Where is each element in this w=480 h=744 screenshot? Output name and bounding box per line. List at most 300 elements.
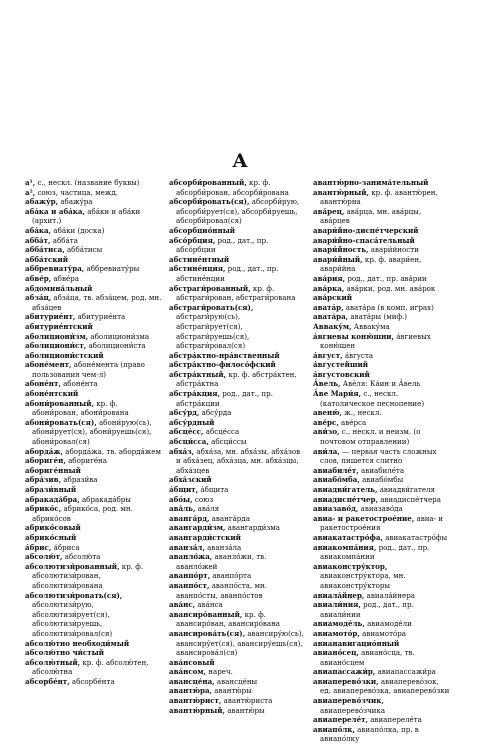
dictionary-entry <box>169 351 306 361</box>
entry-definition: нареч. <box>206 667 233 677</box>
dictionary-entry <box>313 591 450 601</box>
entry-headword: авианавигацио́нный <box>313 638 400 648</box>
entry-headword: абба́т, <box>25 235 51 245</box>
dictionary-entry <box>169 686 306 696</box>
entry-headword: авата́р, <box>313 302 344 312</box>
entry-headword: абсорби́ровать(ся), <box>169 197 250 207</box>
entry-definition: кр. ф. авантю́рен, авантю́рна <box>320 187 438 207</box>
dictionary-entry <box>25 475 162 485</box>
entry-headword: абстра́кция, <box>169 389 220 399</box>
entry-definition: абрико́са, род. мн. абрико́сов <box>32 504 133 523</box>
dictionary-entry <box>169 408 306 418</box>
entry-definition: авиазаво́да <box>358 504 403 514</box>
entry-headword: авиамото́р, <box>313 628 360 638</box>
dictionary-entry <box>313 389 450 408</box>
entry-headword: А́ве Мари́я, <box>313 389 362 399</box>
entry-headword: ава́рка, <box>313 283 345 293</box>
dictionary-entry <box>313 485 450 495</box>
entry-definition: авантю́ры <box>212 686 252 696</box>
entry-headword: авансце́на, <box>169 676 215 686</box>
dictionary-entry <box>25 178 162 188</box>
entry-definition: авангарди́зма <box>225 523 281 533</box>
dictionary-entry <box>25 188 162 198</box>
entry-definition: род., дат., пр. абстра́кции <box>176 389 273 408</box>
dictionary-entry <box>169 677 306 687</box>
entry-definition: кр. ф. абстра́ктен, абстра́ктна <box>176 369 297 389</box>
entry-definition: кр. ф. абсолютизи́рован, абсолютизи́рована <box>32 561 144 590</box>
entry-definition: Аве́ля: Ка́ин и А́вель <box>340 379 421 389</box>
entry-headword: а́вгустейший <box>313 360 369 370</box>
dictionary-entry <box>313 514 450 533</box>
entry-headword: аболициони́зм, <box>25 331 89 341</box>
dictionary-entry <box>313 284 450 294</box>
entry-headword: абсу́рд, <box>169 408 200 418</box>
dictionary-entry <box>313 562 450 591</box>
entry-headword: аванпо́ст, <box>169 580 210 590</box>
dictionary-entry <box>169 706 306 716</box>
entry-headword: авиапассажи́р, <box>313 667 376 677</box>
entry-definition: род., дат., пр. авиакомпа́нии <box>320 542 430 562</box>
entry-headword: а́бщит, <box>169 485 199 494</box>
dictionary-entry <box>313 725 450 744</box>
entry-definition: ава́ля <box>195 504 220 514</box>
entry-definition: аванпо́ста, мн. аванпо́сты, аванпо́стов <box>176 580 268 600</box>
entry-definition: аборда́жа, тв. аборда́жем <box>62 446 161 456</box>
entry-headword: абрази́вный <box>25 485 77 494</box>
entry-definition: абитурие́нта <box>75 312 126 322</box>
dictionary-entry <box>169 197 306 226</box>
dictionary-entry <box>25 341 162 351</box>
entry-headword: авиапереле́т, <box>313 715 368 725</box>
entry-definition: авиапо́лка, пр. в авиапо́лку <box>320 724 419 744</box>
entry-definition: авиаперево́зок, ед. авиаперево́зка, авиаперево́зки <box>320 676 450 696</box>
entry-headword: ава́нсовый <box>169 657 215 667</box>
dictionary-entry <box>25 418 162 447</box>
dictionary-entry <box>25 226 162 236</box>
entry-headword: абве́р, <box>25 273 52 283</box>
dictionary-entry <box>25 312 162 322</box>
entry-definition: авантю́ры <box>224 705 265 715</box>
dictionary-entry <box>25 332 162 342</box>
entry-definition: абоне́нта <box>60 379 98 389</box>
entry-definition: ава́рца, мн. ава́рцы, ава́рцев <box>320 206 422 226</box>
entry-definition: авиадиспе́тчера <box>377 494 441 504</box>
entry-headword: авиали́ния, <box>313 600 361 610</box>
entry-definition: абсолютизи́рую, абсолютизи́рует(ся), абсолютизи́руешь, абсолютизи́ровал(ся) <box>32 600 113 638</box>
entry-headword: абсолю́тный, <box>25 657 81 667</box>
entry-headword: абстра́ктно-нра́вственный <box>169 350 280 360</box>
entry-headword: абсци́сса, <box>169 437 209 447</box>
entry-headword: авансиро́ванный, <box>169 609 243 619</box>
entry-headword: ави́ла, <box>313 446 340 456</box>
entry-headword: авари́йно-спаса́тельный <box>313 235 415 245</box>
dictionary-entry <box>313 245 450 255</box>
entry-definition: аванло́жи, тв. аванло́жей <box>176 552 267 571</box>
entry-definition: аванпо́рта <box>210 571 252 581</box>
dictionary-entry <box>169 255 306 265</box>
dictionary-entry <box>169 236 306 255</box>
entry-definition: авансце́ны <box>214 676 258 686</box>
entry-headword: Авваку́м, <box>313 321 352 331</box>
entry-headword: а́брис, <box>25 542 52 552</box>
dictionary-entry <box>169 226 306 236</box>
entry-headword: авиаперево́зчик, <box>313 696 384 706</box>
entry-headword: а́вгуст, <box>313 350 343 360</box>
entry-headword: авантю́рный, <box>313 187 369 197</box>
dictionary-entry <box>25 562 162 591</box>
entry-headword: абони́рованный, <box>25 398 94 408</box>
entry-headword: абха́з, <box>169 446 195 456</box>
entry-definition: род., дат., пр. авиали́нии <box>320 600 414 619</box>
entry-definition: абсорбе́нта <box>69 676 115 686</box>
entry-headword: абоне́мент, <box>25 360 72 370</box>
entry-definition: кр. ф. абсолю́тен, абсолю́тна <box>32 657 149 677</box>
entry-headword: абрико́с, <box>25 504 62 514</box>
dictionary-entry <box>169 485 306 495</box>
entry-headword: абоне́нтский <box>25 389 79 399</box>
dictionary-entry <box>169 427 306 437</box>
dictionary-entry <box>25 255 162 265</box>
dictionary-entry <box>25 523 162 533</box>
entry-headword: абстраги́рованный, <box>169 283 251 293</box>
entry-definition: союз <box>192 494 214 504</box>
entry-headword: авиала́йнер, <box>313 590 365 600</box>
dictionary-entry <box>25 552 162 562</box>
dictionary-entry <box>169 178 306 197</box>
entry-headword: абсорби́рованный, <box>169 178 247 187</box>
entry-headword: а́вгустовский <box>313 369 370 379</box>
dictionary-entry <box>313 533 450 543</box>
entry-definition: абстраги́рую(сь), абстраги́рует(ся), абстраги́руешь(ся), абстраги́ровал(ся) <box>176 312 250 351</box>
entry-definition: авата́ры (миф.) <box>348 312 408 322</box>
entry-headword: абра́зив, <box>25 475 62 485</box>
entry-definition: а́вгиевых коню́шен <box>320 331 431 351</box>
dictionary-entry <box>25 293 162 312</box>
entry-definition: авиабиле́та <box>358 465 405 475</box>
dictionary-entry <box>25 447 162 457</box>
dictionary-entry <box>169 581 306 600</box>
dictionary-entry <box>169 504 306 514</box>
dictionary-entry <box>169 360 306 370</box>
dictionary-entry <box>313 236 450 246</box>
dictionary-entry <box>169 696 306 706</box>
dictionary-entry <box>313 351 450 361</box>
dictionary-entry <box>313 619 450 629</box>
dictionary-entry <box>313 255 450 274</box>
entry-headword: аванга́рд, <box>169 513 210 523</box>
column-3 <box>313 178 450 744</box>
entry-headword: ава́нс, <box>169 600 196 610</box>
entry-headword: авангарди́стский <box>169 532 241 542</box>
entry-definition: абсци́ссы <box>208 437 247 447</box>
entry-definition: абба́тисы <box>64 245 103 255</box>
dictionary-entry <box>313 475 450 485</box>
entry-definition: авиакатастро́фы <box>382 532 448 542</box>
dictionary-entry <box>169 284 306 303</box>
dictionary-entry <box>25 591 162 639</box>
dictionary-entry <box>313 667 450 677</box>
dictionary-entry <box>169 447 306 476</box>
dictionary-entry <box>25 264 162 274</box>
dictionary-entry <box>313 303 450 313</box>
dictionary-entry <box>169 533 306 543</box>
dictionary-entry <box>25 360 162 379</box>
dictionary-entry <box>313 447 450 466</box>
entry-headword: авиакатастро́фа, <box>313 532 383 542</box>
entry-definition: с., нескл. (название буквы) <box>35 178 140 187</box>
dictionary-entry <box>313 188 450 207</box>
section-letter: А <box>232 150 248 172</box>
entry-headword: авари́йно-диспе́тчерский <box>313 225 419 235</box>
dictionary-entry <box>169 552 306 571</box>
entry-headword: аболициони́ст, <box>25 341 87 351</box>
entry-headword: авари́йность, <box>313 245 369 255</box>
entry-definition: абба́та <box>50 235 78 245</box>
entry-headword: ава́рский <box>313 293 353 303</box>
entry-headword: авиадиспе́тчер, <box>313 494 378 504</box>
dictionary-entry <box>313 360 450 370</box>
dictionary-entry <box>169 514 306 524</box>
dictionary-entry <box>25 466 162 476</box>
entry-headword: аболициони́стский <box>25 350 104 360</box>
entry-definition: аванза́ла <box>204 542 242 552</box>
entry-definition: род., дат., пр. абсо́рбции <box>176 235 269 255</box>
dictionary-entry <box>313 379 450 389</box>
dictionary-entry <box>25 379 162 389</box>
entry-headword: абдомина́льный <box>25 283 93 293</box>
dictionary-entry <box>25 485 162 495</box>
dictionary-entry <box>25 389 162 399</box>
dictionary-entry <box>313 543 450 562</box>
dictionary-entry <box>313 696 450 715</box>
dictionary-entry <box>25 533 162 543</box>
dictionary-entry <box>313 178 450 188</box>
dictionary-entry <box>313 639 450 649</box>
entry-definition: абсу́рда <box>199 408 232 418</box>
dictionary-entry <box>169 610 306 629</box>
entry-headword: а², <box>25 187 36 197</box>
entry-headword: абрико́совый <box>25 523 81 533</box>
entry-headword: авиапо́лк, <box>313 724 355 734</box>
entry-definition: аболициони́зма <box>88 331 150 341</box>
entry-headword: абони́ровать(ся), <box>25 417 97 427</box>
dictionary-entry <box>313 293 450 303</box>
entry-headword: абсорбцио́нный <box>169 225 236 235</box>
dictionary-entry <box>313 332 450 351</box>
dictionary-entry <box>25 197 162 207</box>
entry-definition: авантю́риста <box>221 696 273 706</box>
entry-definition: — первая часть сложных слов, пишется слитно <box>320 446 437 466</box>
entry-definition: ж., нескл. <box>341 408 382 418</box>
entry-headword: аве́рс, <box>313 417 339 427</box>
entry-definition: авиамоде́ли <box>364 619 412 629</box>
entry-headword: А́вель, <box>313 379 341 389</box>
entry-headword: абсолютизи́рованный, <box>25 561 120 571</box>
entry-headword: авиабиле́т, <box>313 465 359 475</box>
dictionary-entry <box>313 648 450 667</box>
dictionary-entry <box>169 264 306 283</box>
entry-headword: абстине́нтный <box>169 254 230 264</box>
entry-headword: аба́ка и аба́ка, <box>25 206 85 216</box>
entry-headword: авантю́рно-занима́тельный <box>313 178 429 187</box>
entry-headword: авиакомпа́ния, <box>313 542 377 552</box>
dictionary-entry <box>313 226 450 236</box>
entry-headword: аванло́жа, <box>169 552 213 562</box>
entry-definition: род., дат., пр. абстине́нции <box>176 264 279 283</box>
column-2 <box>169 178 306 744</box>
entry-headword: абсорбе́нт, <box>25 676 70 686</box>
dictionary-entry <box>169 495 306 505</box>
entry-definition: кр. ф. абони́рован, абони́рована <box>32 398 129 418</box>
entry-headword: а¹, <box>25 178 36 187</box>
entry-definition: авиадви́гателя <box>377 485 436 494</box>
entry-headword: абитурие́нтский <box>25 321 93 331</box>
entry-definition: а́бщита <box>198 485 229 494</box>
entry-headword: а́вгиевы коню́шни, <box>313 331 395 341</box>
entry-headword: авата́ра, <box>313 312 349 322</box>
dictionary-entry <box>313 322 450 332</box>
dictionary-entry <box>25 495 162 505</box>
dictionary-entry <box>25 351 162 361</box>
entry-definition: авиаперево́зчика <box>320 705 386 715</box>
entry-definition: ава́нса <box>195 600 223 610</box>
dictionary-entry <box>313 504 450 514</box>
entry-headword: авиаперево́зки, <box>313 676 379 686</box>
dictionary-entry <box>313 427 450 446</box>
entry-headword: авеню́, <box>313 408 342 418</box>
entry-headword: абстине́нция, <box>169 264 226 274</box>
entry-definition: а́вгуста <box>342 350 374 360</box>
entry-headword: абстра́ктно-филосо́фский <box>169 360 276 370</box>
entry-headword: ави́зо, <box>313 427 340 437</box>
entry-definition: абсце́сса <box>203 427 240 437</box>
dictionary-entry <box>313 466 450 476</box>
entry-headword: авиа- и ракетострое́ние, <box>313 513 415 523</box>
entry-headword: авиаконстру́ктор, <box>313 561 388 571</box>
entry-definition: авари́йности <box>368 245 419 255</box>
entry-definition: абракада́бры <box>79 494 131 504</box>
entry-headword: абоне́нт, <box>25 379 61 389</box>
entry-headword: ава́нсом, <box>169 667 206 677</box>
entry-definition: авансиру́ю(сь), авансиру́ет(ся), авансиру́ешь(ся), авансирова́л(ся) <box>176 628 304 658</box>
entry-definition: с., нескл. и неизм. (о почтовом отправлении) <box>320 427 421 447</box>
dictionary-entry <box>25 639 162 649</box>
dictionary-entry <box>313 677 450 696</box>
entry-headword: авантю́ра, <box>169 686 213 696</box>
entry-definition: абсолю́та <box>62 552 101 562</box>
entry-definition: ава́рки, род. мн. ава́рок <box>344 283 436 293</box>
entry-definition: аба́ки и аба́ки (архит.) <box>32 206 141 226</box>
entry-headword: авантю́рный, <box>169 705 225 715</box>
dictionary-entry <box>25 207 162 226</box>
entry-definition: авиа- и ракетострое́ния <box>320 513 444 533</box>
entry-headword: авиабо́мба, <box>313 475 360 485</box>
entry-definition: авиано́сца, тв. авиано́сцем <box>320 648 415 667</box>
entry-headword: аба́ка, <box>25 225 52 235</box>
entry-headword: авиазаво́д, <box>313 504 359 514</box>
entry-definition: абони́рую(сь), абони́рует(ся), абони́руешь(ся), абони́ровал(ся) <box>32 417 152 447</box>
dictionary-entry <box>169 523 306 533</box>
entry-headword: абориге́нный <box>25 465 81 475</box>
entry-headword: ава́рец, <box>313 206 345 216</box>
entry-headword: абсолютизи́ровать(ся), <box>25 590 123 600</box>
entry-headword: абориге́н, <box>25 456 66 466</box>
dictionary-entry <box>169 418 306 428</box>
dictionary-entry <box>25 236 162 246</box>
entry-headword: абха́зский <box>169 475 212 485</box>
dictionary-entry <box>169 389 306 408</box>
dictionary-entry <box>169 543 306 553</box>
entry-headword: ава́ль, <box>169 504 196 514</box>
entry-headword: абсолю́т, <box>25 552 63 562</box>
dictionary-entry <box>25 245 162 255</box>
entry-definition: кр. ф. абсорби́рован, абсорби́рована <box>176 178 289 197</box>
entry-headword: авиадви́гатель, <box>313 485 378 494</box>
entry-headword: абстра́ктный, <box>169 369 227 379</box>
dictionary-entry <box>25 456 162 466</box>
dictionary-entry <box>169 629 306 658</box>
entry-columns <box>25 178 450 744</box>
entry-headword: абсолю́тно необходи́мый <box>25 638 130 648</box>
dictionary-entry <box>169 303 306 351</box>
dictionary-entry <box>169 658 306 668</box>
dictionary-entry <box>313 207 450 226</box>
entry-definition: абажу́ра <box>58 197 93 207</box>
entry-definition: абориге́на <box>65 456 107 466</box>
entry-definition: аванга́рда <box>209 513 250 523</box>
entry-definition: авиабо́мбы <box>359 475 404 485</box>
dictionary-entry <box>169 667 306 677</box>
entry-headword: абсу́рдный <box>169 417 215 427</box>
entry-definition: кр. ф. абстраги́рован, абстраги́рована <box>176 283 296 303</box>
entry-headword: аванпо́рт, <box>169 571 211 581</box>
dictionary-entry <box>169 571 306 581</box>
dictionary-entry <box>169 600 306 610</box>
dictionary-entry <box>313 715 450 725</box>
dictionary-entry <box>313 274 450 284</box>
dictionary-entry <box>25 284 162 294</box>
dictionary-entry <box>25 677 162 687</box>
dictionary-entry <box>313 600 450 619</box>
entry-headword: авангарди́зм, <box>169 523 226 533</box>
entry-definition: авиапереле́та <box>367 715 422 725</box>
entry-definition: а́бриса <box>51 542 80 552</box>
entry-headword: аванза́л, <box>169 542 205 552</box>
dictionary-entry <box>169 437 306 447</box>
entry-headword: ава́рия, <box>313 273 346 283</box>
entry-headword: абба́тский <box>25 254 69 264</box>
entry-definition: Авваку́ма <box>351 321 390 331</box>
entry-headword: абсолю́тно чи́стый <box>25 648 104 658</box>
entry-definition: абсорби́рую, абсорби́рует(ся), абсорби́руешь, абсорби́ровал(ся) <box>176 197 300 226</box>
entry-definition: абрази́ва <box>61 475 98 485</box>
dictionary-entry <box>313 629 450 639</box>
entry-definition: абха́за, мн. абха́зы, абха́зов и абха́зец, абха́зца, мн. абха́зцы, абха́зцев <box>176 446 301 475</box>
dictionary-entry <box>313 312 450 322</box>
entry-definition: авиала́йнера <box>364 590 415 600</box>
entry-headword: абба́тиса, <box>25 245 65 255</box>
dictionary-entry <box>169 370 306 389</box>
entry-headword: абрико́сный <box>25 532 77 542</box>
entry-headword: аборда́ж, <box>25 446 63 456</box>
entry-definition: кр. ф. авари́ен, авари́йна <box>320 254 422 274</box>
entry-definition: аба́ки (доска) <box>51 225 105 235</box>
entry-definition: с., нескл. (католическое песнопение) <box>320 389 425 408</box>
entry-headword: абза́ц, <box>25 293 52 303</box>
entry-headword: абсце́сс, <box>169 427 204 437</box>
entry-definition: аве́рса <box>338 417 367 427</box>
entry-headword: абитурие́нт, <box>25 312 76 322</box>
